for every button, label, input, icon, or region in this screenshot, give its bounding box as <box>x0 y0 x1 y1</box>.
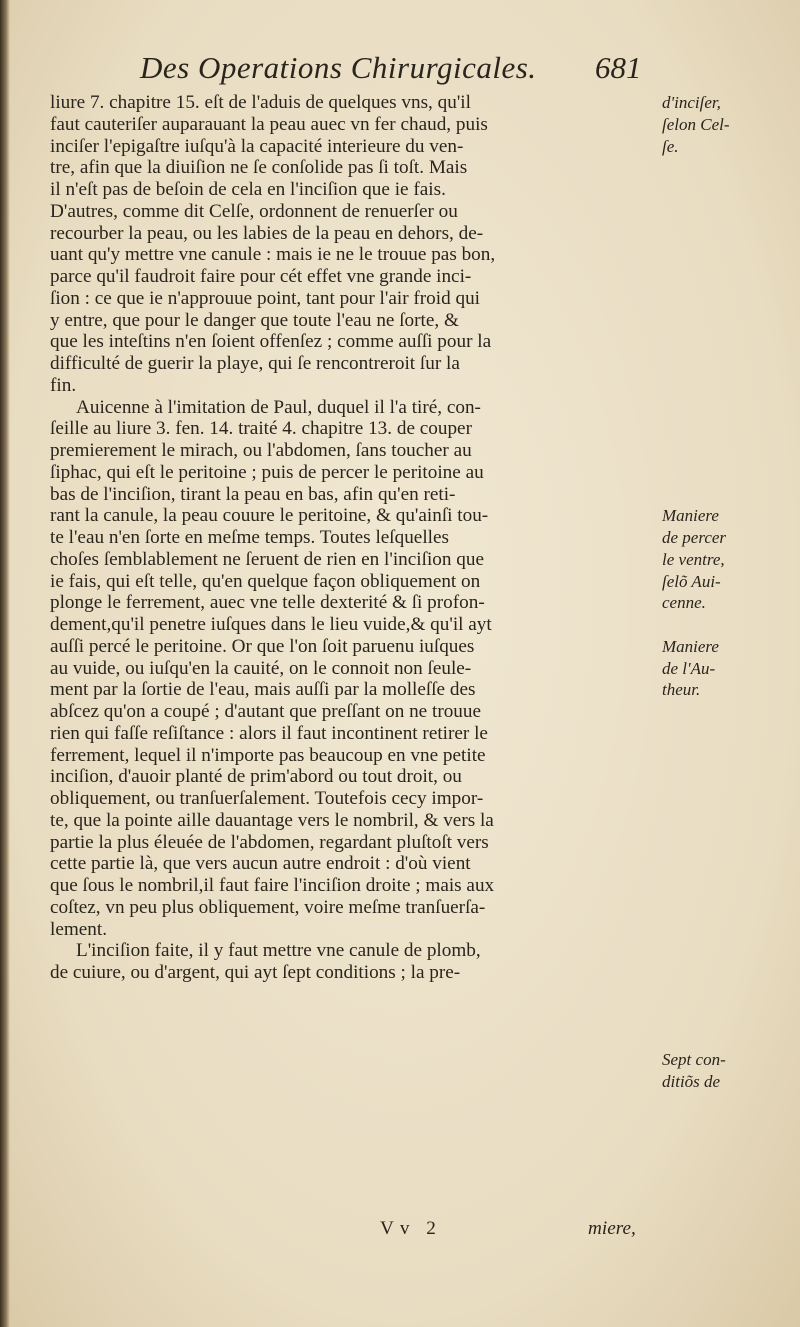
page-footer <box>0 1218 800 1248</box>
text-line: y entre, que pour le danger que toute l'eau ne ſorte, & <box>50 309 459 331</box>
text-line: auſſi percé le peritoine. Or que l'on ſoit paruenu iuſques <box>50 635 475 657</box>
margin-note-line: Maniere <box>662 636 719 656</box>
margin-note-line: d'inciſer, <box>662 93 721 112</box>
text-line: rien qui faſſe reſiſtance : alors il faut incontinent retirer le <box>50 722 488 744</box>
text-line: inciſion, d'auoir planté de prim'abord ou tout droit, ou <box>50 766 462 788</box>
margin-notes <box>662 92 796 1093</box>
catchword: miere, <box>588 1218 636 1239</box>
margin-note-line: Sept con- <box>662 1050 726 1069</box>
page-binding-edge <box>0 0 10 1327</box>
text-line: ſiphac, qui eſt le peritoine ; puis de percer le peritoine au <box>50 461 484 483</box>
text-line: difficulté de guerir la playe, qui ſe rencontreroit ſur la <box>50 353 460 374</box>
text-line: recourber la peau, ou les labies de la peau en dehors, de- <box>50 222 484 244</box>
text-line: ferrement, lequel il n'importe pas beaucoup en vne petite <box>50 744 486 766</box>
text-line: dement,qu'il penetre iuſques dans le lieu vuide,& qu'il ayt <box>50 614 492 635</box>
text-line: Auicenne à l'imitation de Paul, duquel il l'a tiré, con- <box>76 396 481 418</box>
margin-note-line: ditiõs de <box>662 1071 721 1091</box>
text-line: parce qu'il faudroit faire pour cét effet vne grande inci- <box>50 266 472 287</box>
page-number: 681 <box>595 50 642 85</box>
running-head <box>140 50 660 94</box>
text-line: partie la plus éleuée de l'abdomen, regardant pluſtoſt vers <box>50 831 489 853</box>
text-line: uant qu'y mettre vne canule : mais ie ne le trouue pas bon, <box>50 244 496 266</box>
margin-note-line: le ventre, <box>662 549 725 569</box>
text-line: lement. <box>50 918 108 940</box>
text-line: au vuide, ou iuſqu'en la cauité, on le connoit non ſeule- <box>50 657 472 679</box>
margin-note-line: ſelon Cel- <box>662 114 730 134</box>
text-line: obliquement, ou tranſuerſalement. Toutefois cecy impor- <box>50 788 484 809</box>
text-line: inciſer l'epigaſtre iuſqu'à la capacité interieure du ven- <box>50 135 464 157</box>
text-line: faut cauteriſer auparauant la peau auec vn fer chaud, puis <box>50 113 488 135</box>
text-line: ie fais, qui eſt telle, qu'en quelque façon obliquement on <box>50 570 481 592</box>
text-line: liure 7. chapitre 15. eſt de l'aduis de quelques vns, qu'il <box>50 92 471 113</box>
text-line: choſes ſemblablement ne ſeruent de rien en l'inciſion que <box>50 548 484 570</box>
margin-note-line: ſe. <box>662 136 679 156</box>
text-line: que les inteſtins n'en ſoient offenſez ; comme auſſi pour la <box>50 331 492 353</box>
text-line: ſeille au liure 3. fen. 14. traité 4. chapitre 13. de couper <box>50 418 472 440</box>
text-line: ſion : ce que ie n'approuue point, tant pour l'air froid qui <box>50 287 480 309</box>
margin-note-line: cenne. <box>662 593 706 613</box>
margin-note-line: de percer <box>662 528 727 547</box>
text-line: coſtez, vn peu plus obliquement, voire meſme tranſuerſa- <box>50 896 486 918</box>
text-line: bas de l'inciſion, tirant la peau en bas, afin qu'en reti- <box>50 483 456 505</box>
margin-note-line: ſelõ Aui- <box>662 571 721 591</box>
text-line: cette partie là, que vers aucun autre endroit : d'où vient <box>50 853 471 875</box>
text-line: il n'eſt pas de beſoin de cela en l'inciſion que ie fais. <box>50 179 446 200</box>
text-line: te, que la pointe aille dauantage vers le nombril, & vers la <box>50 809 494 831</box>
text-line: que ſous le nombril,il faut faire l'inciſion droite ; mais aux <box>50 875 495 896</box>
margin-note-line: de l'Au- <box>662 658 716 678</box>
text-line: de cuiure, ou d'argent, qui ayt ſept conditions ; la pre- <box>50 962 461 983</box>
signature-mark: Vv 2 <box>380 1218 442 1239</box>
text-line: L'inciſion faite, il y faut mettre vne canule de plomb, <box>76 940 481 962</box>
text-line: ment par la ſortie de l'eau, mais auſſi par la molleſſe des <box>50 679 476 701</box>
text-line: premierement le mirach, ou l'abdomen, ſans toucher au <box>50 440 472 461</box>
text-line: te l'eau n'en ſorte en meſme temps. Toutes leſquelles <box>50 527 449 548</box>
text-line: fin. <box>50 374 77 396</box>
text-line: D'autres, comme dit Celſe, ordonnent de renuerſer ou <box>50 200 458 222</box>
text-line: plonge le ferrement, auec vne telle dexterité & ſi profon- <box>50 592 485 614</box>
main-text <box>50 92 660 984</box>
margin-note-line: theur. <box>662 680 701 700</box>
text-line: abſcez qu'on a coupé ; d'autant que preſſant on ne trouue <box>50 701 482 722</box>
running-title: Des Operations Chirurgicales. <box>140 50 537 85</box>
margin-note-line: Maniere <box>662 506 719 526</box>
text-line: tre, afin que la diuiſion ne ſe conſolide pas ſi toſt. Mais <box>50 157 468 179</box>
text-line: rant la canule, la peau couure le peritoine, & qu'ainſi tou- <box>50 505 489 527</box>
